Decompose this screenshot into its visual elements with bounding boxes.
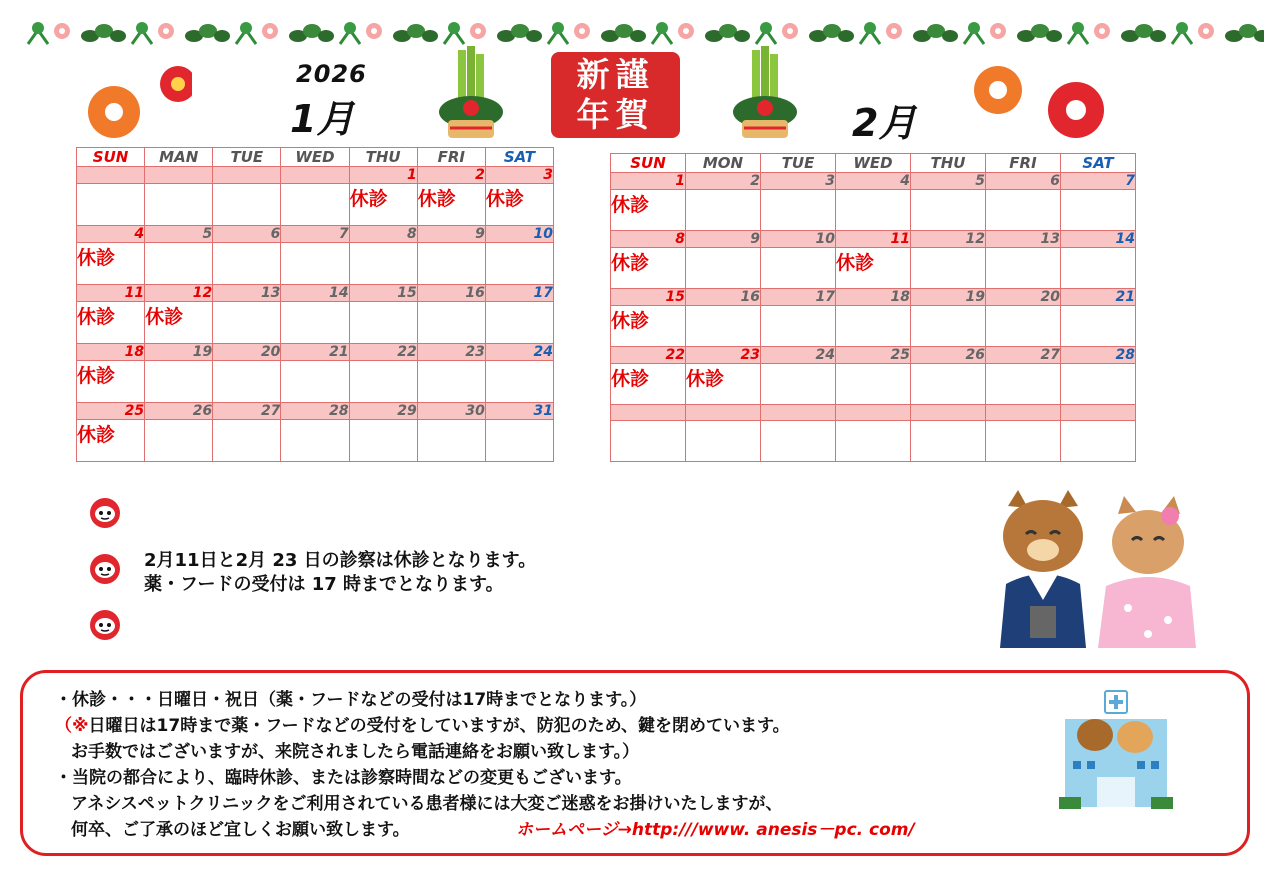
date-number-row (77, 167, 554, 184)
date-number: 12 (911, 231, 986, 248)
daruma-icon (89, 609, 121, 641)
week-row (611, 421, 1136, 462)
date-number: 31 (485, 403, 553, 420)
day-cell (911, 306, 986, 347)
notice-mark: （※ (55, 716, 89, 736)
day-cell (213, 243, 281, 285)
date-number: 15 (349, 285, 417, 302)
day-cell: 休診 (611, 248, 686, 289)
date-number: 13 (986, 231, 1061, 248)
notice-line-4: ・当院の都合により、臨時休診、または診察時間などの変更もございます。 (55, 768, 632, 788)
weekday-label: THU (911, 154, 986, 173)
date-number: 4 (77, 226, 145, 243)
day-cell (986, 421, 1061, 462)
date-number-row (611, 405, 1136, 421)
day-cell (281, 302, 349, 344)
week-row (611, 248, 1136, 289)
week-row (77, 243, 554, 285)
date-number-row (77, 285, 554, 302)
day-cell (986, 248, 1061, 289)
week-row (611, 364, 1136, 405)
weekday-label: THU (349, 148, 417, 167)
day-cell (485, 361, 553, 403)
day-cell (349, 361, 417, 403)
day-cell (761, 248, 836, 289)
day-cell: 休診 (611, 190, 686, 231)
day-cell: 休診 (77, 302, 145, 344)
date-number (836, 405, 911, 421)
kadomatsu-left-icon (436, 46, 506, 140)
day-cell (213, 302, 281, 344)
date-number: 9 (417, 226, 485, 243)
month-label-january: 1月 (290, 97, 355, 141)
date-number: 25 (77, 403, 145, 420)
date-number: 3 (761, 173, 836, 190)
cat-illustration (1098, 496, 1196, 648)
date-number-row (77, 226, 554, 243)
date-number: 11 (77, 285, 145, 302)
day-cell (911, 190, 986, 231)
kadomatsu-right-icon (730, 46, 800, 140)
day-cell (349, 243, 417, 285)
notice-line-2 (55, 711, 790, 736)
day-cell (145, 243, 213, 285)
date-number (213, 167, 281, 184)
weekday-label: WED (281, 148, 349, 167)
holiday-announcement (144, 549, 536, 597)
date-number: 2 (686, 173, 761, 190)
weekday-label: SAT (1061, 154, 1136, 173)
date-number: 9 (686, 231, 761, 248)
day-cell (686, 306, 761, 347)
date-number: 15 (611, 289, 686, 306)
day-cell (911, 364, 986, 405)
day-cell (986, 190, 1061, 231)
date-number: 25 (836, 347, 911, 364)
day-cell (213, 361, 281, 403)
day-cell (417, 302, 485, 344)
day-cell (485, 302, 553, 344)
date-number: 23 (417, 344, 485, 361)
date-number: 23 (686, 347, 761, 364)
date-number-row (611, 173, 1136, 190)
day-cell (417, 243, 485, 285)
date-number: 22 (611, 347, 686, 364)
date-number: 18 (77, 344, 145, 361)
day-cell (686, 248, 761, 289)
day-cell: 休診 (77, 243, 145, 285)
day-cell (986, 364, 1061, 405)
date-number (761, 405, 836, 421)
notice-line-2-text: 日曜日は17時まで薬・フードなどの受付をしていますが、防犯のため、鍵を閉めています。 (88, 716, 790, 736)
date-number: 10 (761, 231, 836, 248)
week-row (611, 190, 1136, 231)
date-number: 24 (485, 344, 553, 361)
date-number: 16 (417, 285, 485, 302)
day-cell (281, 361, 349, 403)
day-cell (485, 243, 553, 285)
date-number: 14 (1061, 231, 1136, 248)
date-number-row (611, 289, 1136, 306)
weekday-label: TUE (213, 148, 281, 167)
dog-and-cat-kimono-icon (988, 488, 1198, 652)
calendar-year: 2026 (296, 60, 367, 88)
date-number: 19 (911, 289, 986, 306)
date-number: 1 (611, 173, 686, 190)
date-number: 27 (986, 347, 1061, 364)
ume-pine-garland (24, 14, 1264, 48)
day-cell (281, 243, 349, 285)
weekday-label: SUN (611, 154, 686, 173)
date-number: 28 (1061, 347, 1136, 364)
plum-blossom-left-icon (82, 60, 192, 140)
day-cell (836, 421, 911, 462)
day-cell: 休診 (485, 184, 553, 226)
day-cell: 休診 (145, 302, 213, 344)
dog-illustration (1000, 490, 1086, 648)
date-number: 8 (349, 226, 417, 243)
date-number: 5 (911, 173, 986, 190)
day-cell (145, 184, 213, 226)
date-number: 12 (145, 285, 213, 302)
day-cell (281, 184, 349, 226)
date-number: 28 (281, 403, 349, 420)
date-number: 3 (485, 167, 553, 184)
day-cell (911, 421, 986, 462)
day-cell (686, 190, 761, 231)
day-cell (213, 420, 281, 462)
day-cell (761, 364, 836, 405)
banner-line-1: 新謹 (576, 55, 655, 94)
notice-line-3: お手数ではございますが、来院されましたら電話連絡をお願い致します。） (71, 742, 640, 762)
day-cell (986, 306, 1061, 347)
date-number: 8 (611, 231, 686, 248)
homepage-link[interactable]: ホームページ→http:///www. anesis－pc. com/ (516, 820, 915, 840)
february-calendar (610, 153, 1136, 462)
day-cell (761, 306, 836, 347)
date-number: 17 (761, 289, 836, 306)
day-cell: 休診 (686, 364, 761, 405)
day-cell (349, 302, 417, 344)
date-number (686, 405, 761, 421)
date-number: 5 (145, 226, 213, 243)
weekday-label: FRI (986, 154, 1061, 173)
date-number: 10 (485, 226, 553, 243)
date-number: 29 (349, 403, 417, 420)
date-number-row (611, 347, 1136, 364)
clinic-notice-box (20, 670, 1250, 856)
notice-line-6: 何卒、ご了承のほど宜しくお願い致します。 (71, 820, 410, 840)
day-cell (761, 421, 836, 462)
date-number: 1 (349, 167, 417, 184)
date-number: 26 (145, 403, 213, 420)
day-cell (761, 190, 836, 231)
date-number: 17 (485, 285, 553, 302)
day-cell (1061, 421, 1136, 462)
date-number-row (611, 231, 1136, 248)
date-number (1061, 405, 1136, 421)
notice-line-5: アネシスペットクリニックをご利用されている患者様には大変ご迷惑をお掛けいたしますが、 (71, 794, 783, 814)
day-cell (1061, 248, 1136, 289)
weekday-label: SAT (485, 148, 553, 167)
day-cell (686, 421, 761, 462)
date-number: 2 (417, 167, 485, 184)
day-cell: 休診 (77, 361, 145, 403)
weekday-label: SUN (77, 148, 145, 167)
announcement-line-2: 薬・フードの受付は 17 時までとなります。 (144, 574, 504, 595)
weekday-label: MAN (145, 148, 213, 167)
date-number: 21 (1061, 289, 1136, 306)
weekday-label: FRI (417, 148, 485, 167)
date-number: 14 (281, 285, 349, 302)
day-cell (213, 184, 281, 226)
date-number: 24 (761, 347, 836, 364)
day-cell: 休診 (417, 184, 485, 226)
date-number: 7 (281, 226, 349, 243)
week-row (611, 306, 1136, 347)
date-number: 21 (281, 344, 349, 361)
date-number: 6 (213, 226, 281, 243)
day-cell (145, 420, 213, 462)
day-cell: 休診 (611, 306, 686, 347)
day-cell (911, 248, 986, 289)
date-number (145, 167, 213, 184)
day-cell (485, 420, 553, 462)
day-cell: 休診 (836, 248, 911, 289)
day-cell: 休診 (611, 364, 686, 405)
day-cell (417, 361, 485, 403)
date-number (986, 405, 1061, 421)
weekday-label: MON (686, 154, 761, 173)
date-number-row (77, 344, 554, 361)
announcement-line-1: 2月11日と2月 23 日の診察は休診となります。 (144, 550, 537, 571)
new-year-greeting-banner (551, 52, 680, 138)
weekday-label: WED (836, 154, 911, 173)
date-number: 26 (911, 347, 986, 364)
notice-line-1: ・休診・・・日曜日・祝日（薬・フードなどの受付は17時までとなります。） (55, 690, 647, 710)
date-number: 18 (836, 289, 911, 306)
day-cell (281, 420, 349, 462)
week-row (77, 420, 554, 462)
date-number (611, 405, 686, 421)
date-number: 16 (686, 289, 761, 306)
month-label-february: 2月 (852, 101, 917, 145)
week-row (77, 302, 554, 344)
date-number: 19 (145, 344, 213, 361)
weekday-label: TUE (761, 154, 836, 173)
date-number: 30 (417, 403, 485, 420)
date-number: 27 (213, 403, 281, 420)
date-number: 20 (986, 289, 1061, 306)
day-cell: 休診 (349, 184, 417, 226)
day-cell (349, 420, 417, 462)
weekday-header-row (77, 148, 554, 167)
day-cell (1061, 190, 1136, 231)
date-number: 6 (986, 173, 1061, 190)
date-number: 22 (349, 344, 417, 361)
day-cell (1061, 364, 1136, 405)
weekday-header-row (611, 154, 1136, 173)
day-cell (611, 421, 686, 462)
date-number: 11 (836, 231, 911, 248)
week-row (77, 361, 554, 403)
daruma-icon (89, 553, 121, 585)
january-calendar (76, 147, 554, 462)
day-cell (77, 184, 145, 226)
day-cell (417, 420, 485, 462)
day-cell (836, 190, 911, 231)
week-row (77, 184, 554, 226)
day-cell (836, 306, 911, 347)
banner-line-2: 年賀 (576, 95, 655, 134)
date-number (911, 405, 986, 421)
date-number (281, 167, 349, 184)
date-number (77, 167, 145, 184)
date-number: 7 (1061, 173, 1136, 190)
day-cell (836, 364, 911, 405)
clinic-building-icon (1059, 687, 1173, 813)
date-number: 20 (213, 344, 281, 361)
daruma-icon (89, 497, 121, 529)
day-cell: 休診 (77, 420, 145, 462)
day-cell (145, 361, 213, 403)
date-number-row (77, 403, 554, 420)
day-cell (1061, 306, 1136, 347)
date-number: 13 (213, 285, 281, 302)
plum-blossom-right-icon (968, 62, 1110, 146)
date-number: 4 (836, 173, 911, 190)
